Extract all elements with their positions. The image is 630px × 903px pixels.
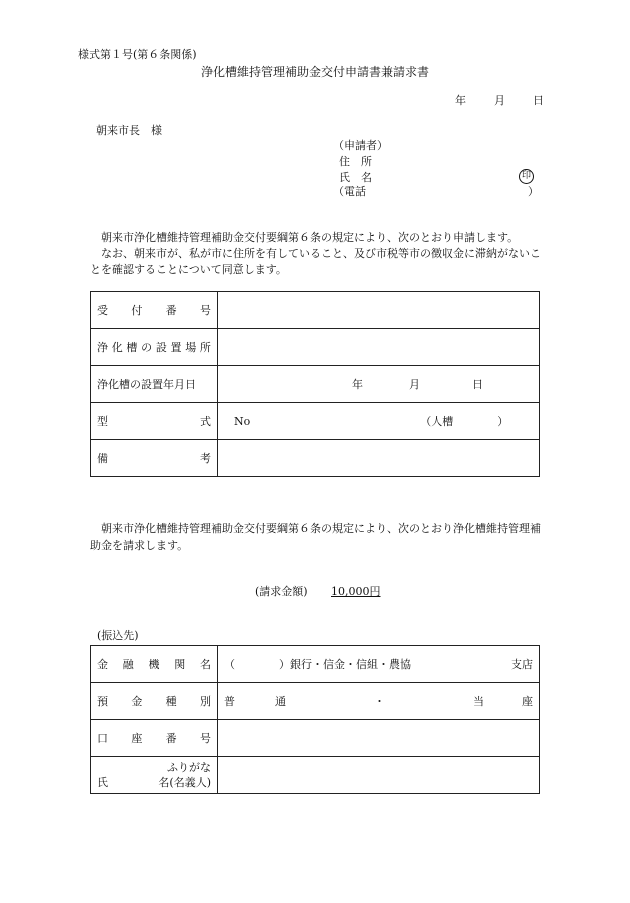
bank-table bbox=[90, 645, 540, 794]
capacity-close: ） bbox=[497, 415, 509, 428]
furigana-label: ふりがな bbox=[167, 761, 211, 774]
deposit-type-field[interactable] bbox=[218, 683, 540, 720]
seal-mark: 印 bbox=[519, 169, 534, 184]
label-char: 氏 bbox=[97, 776, 108, 789]
label-char: 設 bbox=[155, 341, 167, 354]
capacity-label: （人槽 bbox=[420, 415, 454, 428]
receipt-number-label bbox=[91, 292, 218, 329]
label-char: 名 bbox=[158, 776, 170, 789]
label-char: 号 bbox=[199, 732, 211, 745]
label-char: 融 bbox=[122, 658, 134, 671]
addressee: 朝来市長 様 bbox=[96, 124, 162, 137]
applicant-tel-close: ） bbox=[528, 185, 539, 198]
deposit-separator: ・ bbox=[374, 695, 385, 708]
table-row bbox=[91, 366, 540, 403]
form-number: 様式第１号(第６条関係) bbox=[78, 48, 197, 61]
table-row bbox=[91, 683, 540, 720]
holder-sub-label: (名義人) bbox=[169, 776, 211, 789]
label-char: 種 bbox=[165, 695, 177, 708]
model-no-label: No bbox=[234, 415, 251, 428]
label-char: 置 bbox=[170, 341, 182, 354]
label-char: 考 bbox=[200, 452, 211, 465]
account-number-label bbox=[91, 720, 218, 757]
applicant-label: （申請者） bbox=[333, 139, 388, 152]
date-day: 日 bbox=[533, 94, 544, 107]
label-char: 座 bbox=[522, 695, 533, 708]
label-char: 化 bbox=[111, 341, 123, 354]
claim-amount-label: (請求金額) bbox=[255, 585, 308, 598]
install-date-day: 日 bbox=[472, 378, 483, 391]
applicant-address-label: 住 所 bbox=[339, 155, 372, 168]
label-char: 場 bbox=[185, 341, 197, 354]
table-row bbox=[91, 329, 540, 366]
label-char: 槽 bbox=[126, 341, 138, 354]
remarks-field[interactable] bbox=[218, 440, 540, 477]
label-char: 当 bbox=[473, 695, 484, 708]
label-char: 号 bbox=[199, 304, 211, 317]
model-field[interactable] bbox=[218, 403, 540, 440]
table-row bbox=[91, 403, 540, 440]
application-statement-line: 朝来市浄化槽維持管理補助金交付要綱第６条の規定により、次のとおり申請します。 bbox=[101, 231, 519, 244]
date-year: 年 bbox=[455, 94, 466, 107]
remarks-label bbox=[91, 440, 218, 477]
label-char: 預 bbox=[97, 695, 108, 708]
label-char: 口 bbox=[97, 732, 108, 745]
page-title: 浄化槽維持管理補助金交付申請書兼請求書 bbox=[200, 65, 429, 79]
label-char: 金 bbox=[131, 695, 143, 708]
label-char: 浄 bbox=[97, 341, 108, 354]
submission-date bbox=[455, 95, 544, 106]
install-location-field[interactable] bbox=[218, 329, 540, 366]
label-char: 別 bbox=[199, 695, 211, 708]
label-char: 関 bbox=[174, 658, 186, 671]
label-char: 番 bbox=[165, 304, 177, 317]
transfer-destination-label: (振込先) bbox=[97, 629, 139, 642]
table-row bbox=[91, 292, 540, 329]
bank-name-field[interactable] bbox=[218, 646, 540, 683]
label-char: 番 bbox=[165, 732, 177, 745]
install-date-field[interactable] bbox=[218, 366, 540, 403]
table-row bbox=[91, 440, 540, 477]
install-date-month: 月 bbox=[409, 378, 420, 391]
label-char: 機 bbox=[148, 658, 160, 671]
deposit-type-label bbox=[91, 683, 218, 720]
label-char: 型 bbox=[97, 415, 108, 428]
consent-statement-line: なお、朝来市が、私が市に住所を有していること、及び市税等市の徴収金に滞納がないことを確認することについて同意します。 bbox=[90, 247, 541, 276]
applicant-tel-label: （電話 bbox=[333, 185, 366, 198]
application-statement bbox=[90, 230, 550, 278]
label-char: 所 bbox=[199, 341, 211, 354]
install-location-label bbox=[91, 329, 218, 366]
account-holder-label bbox=[91, 757, 218, 794]
account-holder-field[interactable] bbox=[218, 757, 540, 794]
install-date-year: 年 bbox=[352, 378, 363, 391]
label-char: 通 bbox=[275, 695, 286, 708]
label-char: 付 bbox=[131, 304, 143, 317]
bank-type-options: （ ）銀行・信金・信組・農協 bbox=[224, 658, 411, 671]
receipt-number-field[interactable] bbox=[218, 292, 540, 329]
claim-amount-value: 10,000円 bbox=[331, 585, 381, 598]
branch-label: 支店 bbox=[511, 658, 533, 671]
application-table bbox=[90, 291, 540, 477]
label-char: 座 bbox=[131, 732, 143, 745]
table-row bbox=[91, 757, 540, 794]
label-char: 普 bbox=[224, 695, 235, 708]
label-char: 式 bbox=[200, 415, 211, 428]
bank-name-label bbox=[91, 646, 218, 683]
deposit-current[interactable] bbox=[473, 693, 533, 709]
label-char: 金 bbox=[97, 658, 108, 671]
label-char: 備 bbox=[97, 452, 108, 465]
claim-statement-line: 朝来市浄化槽維持管理補助金交付要綱第６条の規定により、次のとおり浄化槽維持管理補助金を請求します。 bbox=[90, 522, 541, 552]
label-char: 受 bbox=[97, 304, 108, 317]
claim-statement bbox=[90, 520, 550, 554]
table-row bbox=[91, 646, 540, 683]
deposit-ordinary[interactable] bbox=[224, 693, 286, 709]
label-char: 名 bbox=[200, 658, 211, 671]
applicant-name-label: 氏 名 bbox=[339, 171, 372, 184]
account-number-field[interactable] bbox=[218, 720, 540, 757]
model-label bbox=[91, 403, 218, 440]
date-month: 月 bbox=[494, 94, 505, 107]
install-date-label: 浄化槽の設置年月日 bbox=[91, 366, 218, 403]
table-row bbox=[91, 720, 540, 757]
label-char: の bbox=[141, 341, 153, 354]
